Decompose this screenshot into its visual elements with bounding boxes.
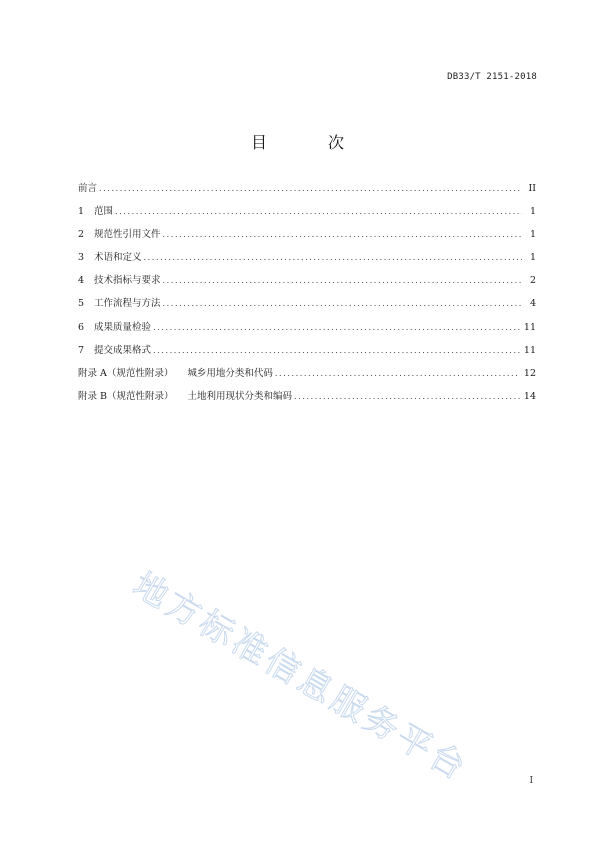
toc-entry-text: 规范性引用文件 [94, 229, 161, 241]
toc-entry-normative-references[interactable] [78, 228, 536, 251]
toc-entry-technical-requirements[interactable] [78, 274, 536, 297]
toc-entry-foreword[interactable] [78, 182, 536, 205]
toc-entry-page: 12 [523, 367, 536, 379]
toc-entry-text: 工作流程与方法 [94, 298, 161, 310]
toc-entry-number: 1 [78, 206, 85, 218]
toc-leader-dots [153, 321, 520, 335]
toc-entry-text: 术语和定义 [94, 252, 142, 264]
page-number: I [529, 776, 533, 786]
toc-entry-page: II [528, 183, 536, 194]
toc-entry-page: 1 [529, 229, 536, 241]
toc-entry-text: 技术指标与要求 [94, 275, 161, 287]
toc-leader-dots [99, 182, 522, 196]
toc-entry-page: 1 [529, 252, 536, 264]
toc-entry-text: 成果质量检验 [94, 321, 152, 333]
toc-entry-appendix-a[interactable] [78, 367, 536, 390]
toc-entry-terms-definitions[interactable] [78, 251, 536, 274]
toc-leader-dots [163, 228, 522, 242]
toc-entry-number: 7 [78, 344, 85, 356]
toc-leader-dots [115, 205, 522, 219]
toc-entry-page: 14 [523, 390, 536, 402]
toc-leader-dots [144, 251, 522, 265]
toc-entry-text: 提交成果格式 [94, 344, 152, 356]
toc-leader-dots [153, 344, 520, 358]
toc-entry-page: 1 [529, 206, 536, 218]
toc-leader-dots [294, 390, 520, 404]
toc-entry-appendix-b[interactable] [78, 390, 536, 413]
toc-appendix-label: 附录 A（规范性附录） [78, 367, 174, 379]
toc-entry-page: 11 [523, 321, 536, 333]
toc-leader-dots [163, 297, 522, 311]
toc-title: 目 次 [250, 133, 373, 152]
toc-entry-text: 土地利用现状分类和编码 [187, 390, 293, 402]
toc-leader-dots [163, 274, 522, 288]
toc-entry-number: 3 [78, 252, 85, 264]
toc-entry-number: 5 [78, 298, 85, 310]
toc-entry-page: 11 [523, 344, 536, 356]
toc-entry-quality-inspection[interactable] [78, 321, 536, 344]
table-of-contents [78, 182, 536, 413]
toc-entry-page: 2 [529, 275, 536, 287]
toc-entry-page: 4 [529, 298, 536, 310]
toc-entry-number: 4 [78, 275, 85, 287]
document-code: DB33/T 2151-2018 [447, 72, 537, 82]
toc-leader-dots [275, 367, 520, 381]
toc-entry-deliverable-format[interactable] [78, 344, 536, 367]
toc-entry-number: 6 [78, 321, 85, 333]
toc-entry-text: 前言 [78, 183, 98, 194]
toc-entry-number: 2 [78, 229, 85, 241]
toc-entry-scope[interactable] [78, 205, 536, 228]
toc-appendix-label: 附录 B（规范性附录） [78, 390, 174, 402]
toc-entry-text: 城乡用地分类和代码 [187, 367, 273, 379]
toc-entry-text: 范围 [94, 206, 114, 218]
watermark: 地方标准信息服务平台 [126, 564, 476, 790]
toc-entry-workflow-methods[interactable] [78, 297, 536, 320]
